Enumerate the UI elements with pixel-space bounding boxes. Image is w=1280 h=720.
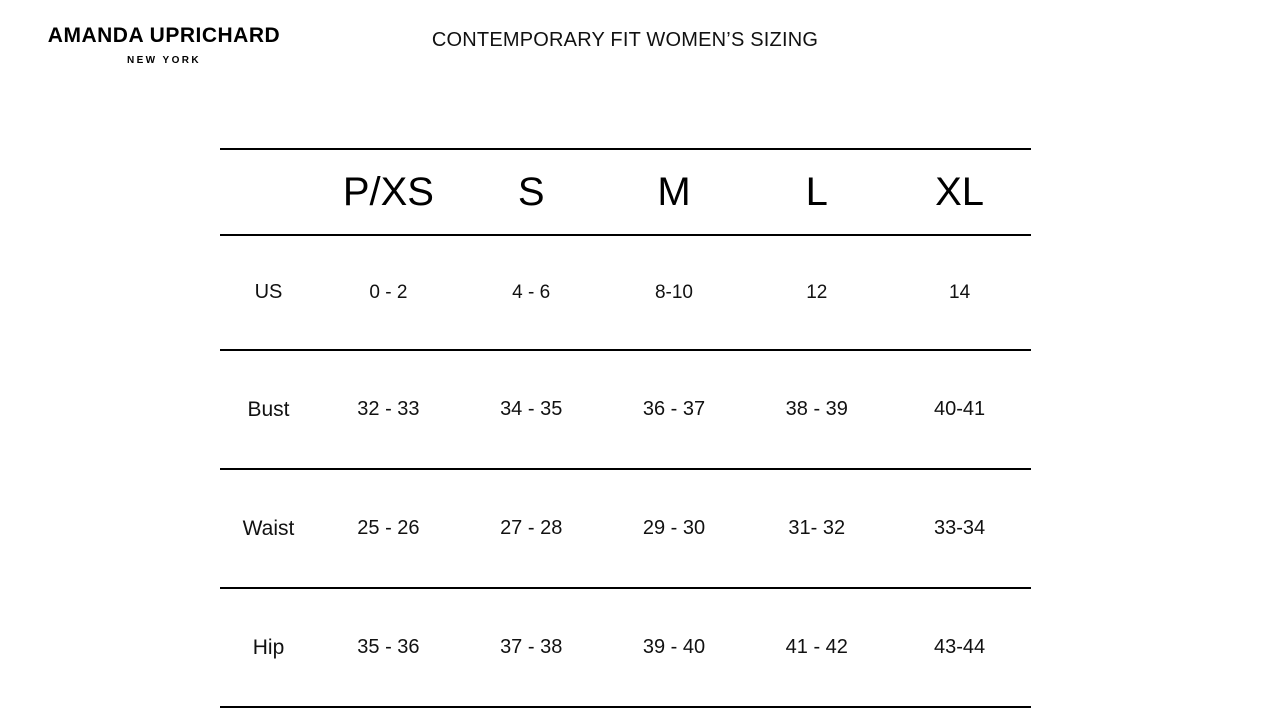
table-header-row (220, 149, 1031, 235)
brand-name: AMANDA UPRICHARD (47, 24, 281, 47)
cell-us-xl: 14 (888, 235, 1031, 350)
cell-hip-s: 37 - 38 (460, 588, 603, 707)
page-title: CONTEMPORARY FIT WOMEN’S SIZING (431, 29, 819, 51)
row-label-us: US (220, 235, 317, 350)
row-label-waist: Waist (220, 469, 317, 588)
table-row (220, 588, 1031, 707)
cell-bust-xl: 40-41 (888, 350, 1031, 469)
cell-bust-s: 34 - 35 (460, 350, 603, 469)
cell-bust-l: 38 - 39 (745, 350, 888, 469)
cell-waist-m: 29 - 30 (603, 469, 746, 588)
size-chart (220, 148, 1031, 708)
cell-us-m: 8-10 (603, 235, 746, 350)
row-label-hip: Hip (220, 588, 317, 707)
cell-hip-xl: 43-44 (888, 588, 1031, 707)
table-row (220, 469, 1031, 588)
cell-waist-s: 27 - 28 (460, 469, 603, 588)
brand-location: NEW YORK (126, 55, 202, 67)
cell-waist-xl: 33-34 (888, 469, 1031, 588)
table-row (220, 235, 1031, 350)
cell-bust-m: 36 - 37 (603, 350, 746, 469)
cell-hip-l: 41 - 42 (745, 588, 888, 707)
cell-hip-m: 39 - 40 (603, 588, 746, 707)
column-header-xl: XL (888, 149, 1031, 235)
column-header-pxs: P/XS (317, 149, 460, 235)
cell-waist-pxs: 25 - 26 (317, 469, 460, 588)
cell-hip-pxs: 35 - 36 (317, 588, 460, 707)
table-row (220, 350, 1031, 469)
column-header-s: S (460, 149, 603, 235)
size-table (220, 148, 1031, 708)
table-corner-cell (220, 149, 317, 235)
row-label-bust: Bust (220, 350, 317, 469)
cell-waist-l: 31- 32 (745, 469, 888, 588)
column-header-l: L (745, 149, 888, 235)
column-header-m: M (603, 149, 746, 235)
cell-us-s: 4 - 6 (460, 235, 603, 350)
cell-us-pxs: 0 - 2 (317, 235, 460, 350)
cell-us-l: 12 (745, 235, 888, 350)
cell-bust-pxs: 32 - 33 (317, 350, 460, 469)
